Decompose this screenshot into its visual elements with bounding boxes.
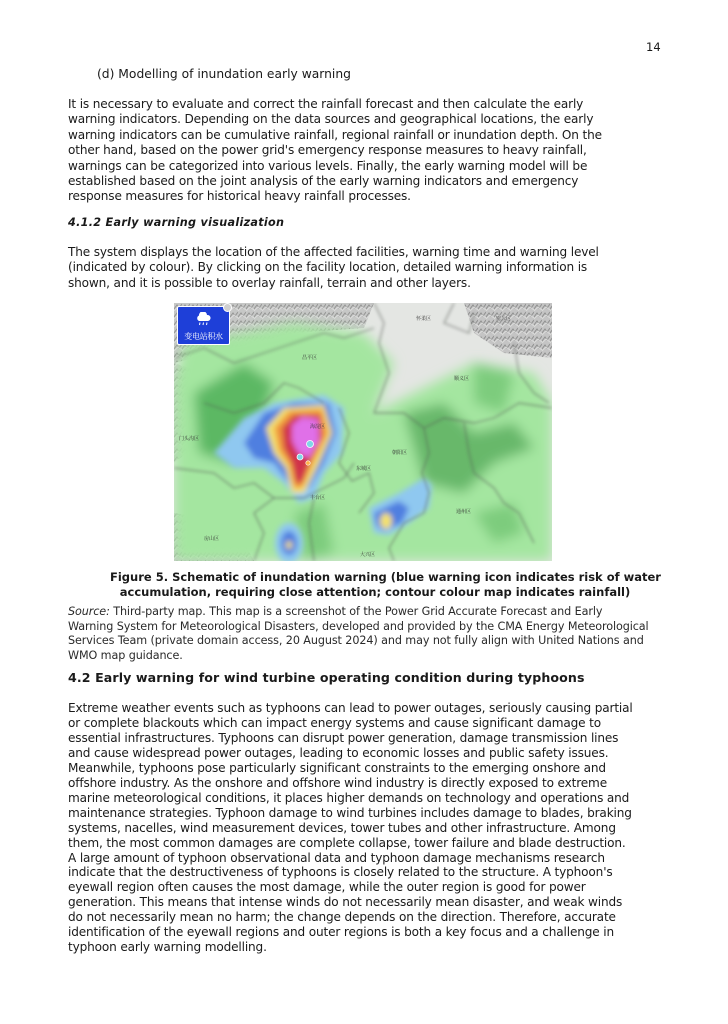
district-label: 海淀区 — [310, 424, 326, 430]
text-line: A large amount of typhoon observational data and typhoon damage mechanisms research — [68, 850, 605, 865]
district-label: 昌平区 — [302, 355, 318, 361]
rain-cell-southeast-peak — [380, 513, 392, 529]
text-line: eyewall region often causes the most damage, while the outer region is good for power — [68, 880, 586, 895]
text-line: indicate that the destructiveness of typhoons is closely related to the structure. A typhoon's — [68, 865, 613, 880]
legend-tile-label: 变电站积水 — [184, 332, 223, 341]
district-label: 房山区 — [204, 536, 220, 542]
rain-cloud-icon — [195, 312, 212, 326]
district-label: 朝阳区 — [392, 450, 408, 456]
section-42-heading: 4.2 Early warning for wind turbine operating condition during typhoons — [68, 670, 585, 685]
rain-cell-south-peak — [286, 541, 292, 549]
text-line: Meanwhile, typhoons pose particularly significant constraints to the emerging onshore and — [68, 760, 606, 775]
figure-source-note — [68, 605, 649, 663]
section-412-heading: 4.1.2 Early warning visualization — [68, 216, 285, 229]
substation-waterlogging-legend[interactable] — [177, 306, 230, 345]
rainfall-contour-map — [174, 303, 552, 561]
district-label: 密云区 — [496, 316, 512, 322]
district-label: 丰台区 — [310, 495, 326, 501]
text-line: warning indicators can be cumulative rainfall, regional rainfall or inundation depth. On the — [68, 127, 602, 142]
text-line: essential infrastructures. Typhoons can disrupt power generation, damage transmission lines — [68, 730, 619, 745]
district-label: 通州区 — [456, 509, 472, 515]
text-line: them, the most common damages are complete collapse, tower failure and blade destruction. — [68, 835, 626, 850]
text-line: do not necessarily mean no harm; the change depends on the direction. Therefore, accurate — [68, 910, 616, 925]
text-line: offshore industry. As the onshore and offshore wind industry is directly exposed to extreme — [68, 775, 607, 790]
text-line: other hand, based on the power grid's emergency response measures to heavy rainfall, — [68, 143, 587, 158]
source-label: Source: — [68, 605, 110, 618]
source-line: Services Team (private domain access, 20 August 2024) and may not fully align with United Nations and — [68, 634, 644, 648]
caption-line: Figure 5. Schematic of inundation warning (blue warning icon indicates risk of water — [110, 570, 661, 584]
text-line: marine meteorological conditions, it places higher demands on technology and operations and — [68, 790, 630, 805]
text-line: It is necessary to evaluate and correct the rainfall forecast and then calculate the early — [68, 97, 584, 111]
source-line: Warning System for Meteorological Disasters, developed and provided by the CMA Energy Meteorological — [68, 619, 649, 633]
text-line: generation. This means that intense winds do not necessarily mean disaster, and weak winds — [68, 895, 623, 910]
source-text: Third-party map. This map is a screenshot of the Power Grid Accurate Forecast and Early — [109, 605, 603, 618]
section-d-paragraph — [68, 97, 668, 205]
inundation-warning-map — [174, 303, 552, 561]
district-label: 怀柔区 — [416, 316, 432, 322]
section-412-paragraph — [68, 245, 668, 291]
figure-caption — [110, 570, 661, 599]
facility-marker[interactable] — [297, 454, 303, 460]
text-line: and cause widespread power outages, leading to economic losses and public safety issues. — [68, 745, 609, 760]
section-42-paragraph — [68, 701, 668, 955]
text-line: systems, nacelles, wind measurement devices, tower tubes and other infrastructure. Among — [68, 820, 616, 835]
warning-marker[interactable] — [306, 461, 310, 465]
text-line: typhoon early warning modelling. — [68, 940, 267, 955]
text-line: shown, and it is possible to overlay rainfall, terrain and other layers. — [68, 275, 471, 290]
source-line — [68, 605, 649, 620]
text-line: identification of the eyewall regions and outer regions is both a key focus and a challenge in — [68, 925, 614, 940]
page-number: 14 — [646, 40, 661, 54]
district-label: 顺义区 — [454, 376, 470, 382]
district-label: 门头沟区 — [179, 436, 200, 442]
district-label: 大兴区 — [360, 552, 376, 558]
info-icon[interactable] — [223, 303, 232, 312]
text-line: (indicated by colour). By clicking on the facility location, detailed warning information is — [68, 260, 588, 275]
facility-marker[interactable] — [307, 441, 314, 448]
text-line: maintenance strategies. Typhoon damage to wind turbines includes damage to blades, braking — [68, 805, 632, 820]
text-line: Extreme weather events such as typhoons can lead to power outages, seriously causing partial — [68, 701, 633, 715]
text-line: or complete blackouts which can impact energy systems and cause significant damage to — [68, 715, 601, 730]
text-line: warnings can be categorized into various levels. Finally, the early warning model will be — [68, 158, 588, 173]
text-line: warning indicators. Depending on the data sources and geographical locations, the early — [68, 112, 594, 127]
source-line: WMO map guidance. — [68, 648, 183, 662]
caption-line: accumulation, requiring close attention; contour colour map indicates rainfall) — [119, 584, 631, 599]
section-d-heading: (d) Modelling of inundation early warning — [97, 67, 351, 81]
text-line: response measures for historical heavy rainfall processes. — [68, 189, 411, 204]
text-line: The system displays the location of the affected facilities, warning time and warning level — [68, 245, 599, 259]
district-label: 东城区 — [356, 466, 372, 472]
text-line: established based on the joint analysis of the early warning indicators and emergency — [68, 174, 579, 189]
